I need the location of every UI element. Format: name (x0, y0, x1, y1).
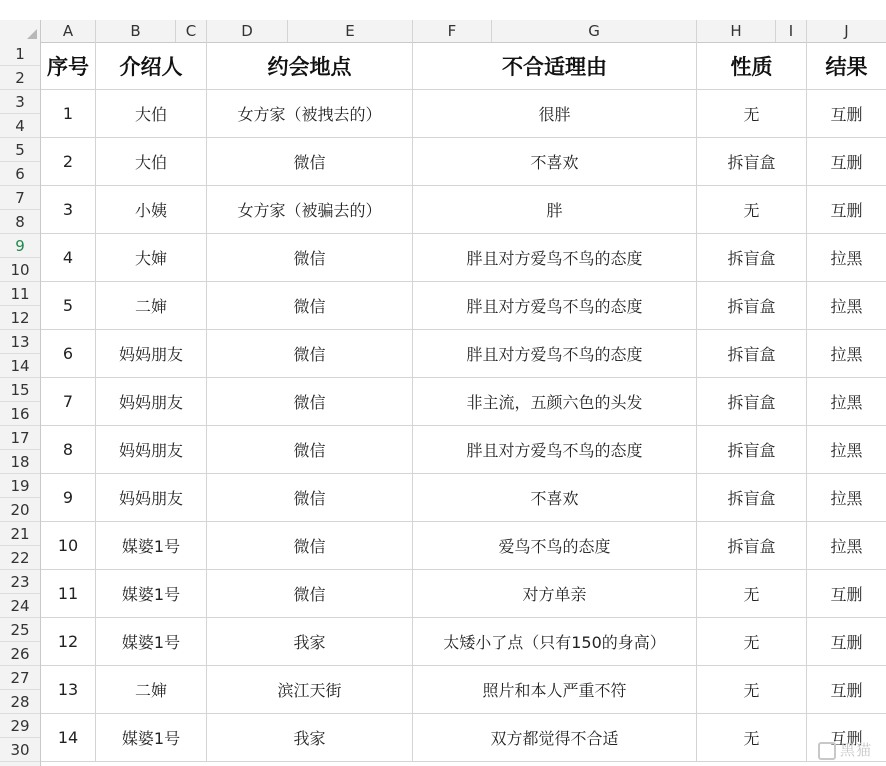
cell-introducer[interactable]: 媒婆1号 (96, 570, 207, 618)
watermark-logo-icon (818, 742, 836, 760)
cell-result[interactable]: 拉黑 (807, 234, 886, 282)
cell-seq[interactable]: 7 (41, 378, 96, 426)
row-header-24[interactable]: 24 (0, 594, 40, 618)
cell-date-location[interactable]: 微信 (207, 522, 413, 570)
column-header-b[interactable]: B (96, 20, 176, 42)
cell-result[interactable]: 互删 (807, 570, 886, 618)
row-header-27[interactable]: 27 (0, 666, 40, 690)
row-header-1[interactable]: 1 (0, 42, 40, 66)
cell-date-location[interactable]: 微信 (207, 330, 413, 378)
cell-seq[interactable]: 4 (41, 234, 96, 282)
cell-reason[interactable]: 爱鸟不鸟的态度 (413, 522, 697, 570)
cell-date-location[interactable]: 我家 (207, 714, 413, 762)
cell-seq[interactable]: 3 (41, 186, 96, 234)
cell-reason[interactable]: 胖 (413, 186, 697, 234)
data-table (41, 42, 886, 766)
cell-result[interactable]: 拉黑 (807, 282, 886, 330)
cell-reason[interactable]: 不喜欢 (413, 474, 697, 522)
row-header-6[interactable]: 6 (0, 162, 40, 186)
cell-reason[interactable]: 很胖 (413, 90, 697, 138)
cell-seq[interactable]: 13 (41, 666, 96, 714)
cell-introducer[interactable]: 妈妈朋友 (96, 474, 207, 522)
row-header-16[interactable]: 16 (0, 402, 40, 426)
cell-date-location[interactable]: 微信 (207, 138, 413, 186)
row-header-8[interactable]: 8 (0, 210, 40, 234)
header-cell-nature[interactable]: 性质 (697, 42, 807, 90)
cell-seq[interactable]: 6 (41, 330, 96, 378)
cell-introducer[interactable]: 二婶 (96, 282, 207, 330)
cell-seq[interactable]: 14 (41, 714, 96, 762)
cell-reason[interactable]: 双方都觉得不合适 (413, 714, 697, 762)
cell-nature[interactable]: 拆盲盒 (697, 426, 807, 474)
cell-date-location[interactable]: 微信 (207, 282, 413, 330)
cell-seq[interactable]: 12 (41, 618, 96, 666)
cell-introducer[interactable]: 小姨 (96, 186, 207, 234)
row-header-15[interactable]: 15 (0, 378, 40, 402)
cell-result[interactable]: 拉黑 (807, 522, 886, 570)
cell-nature[interactable]: 拆盲盒 (697, 138, 807, 186)
row-header-14[interactable]: 14 (0, 354, 40, 378)
cell-date-location[interactable]: 女方家（被骗去的） (207, 186, 413, 234)
cell-nature[interactable]: 无 (697, 666, 807, 714)
cell-nature[interactable]: 拆盲盒 (697, 378, 807, 426)
column-header-c[interactable]: C (176, 20, 207, 42)
cell-nature[interactable]: 无 (697, 570, 807, 618)
row-header-4[interactable]: 4 (0, 114, 40, 138)
cell-introducer[interactable]: 二婶 (96, 666, 207, 714)
header-cell-reason[interactable]: 不合适理由 (413, 42, 697, 90)
cell-reason[interactable]: 胖且对方爱鸟不鸟的态度 (413, 234, 697, 282)
cell-nature[interactable]: 拆盲盒 (697, 330, 807, 378)
column-header-g[interactable]: G (492, 20, 697, 42)
row-header-13[interactable]: 13 (0, 330, 40, 354)
cell-introducer[interactable]: 妈妈朋友 (96, 426, 207, 474)
cell-seq[interactable]: 9 (41, 474, 96, 522)
row-header-23[interactable]: 23 (0, 570, 40, 594)
header-cell-date-location[interactable]: 约会地点 (207, 42, 413, 90)
cell-reason[interactable]: 非主流，五颜六色的头发 (413, 378, 697, 426)
cell-nature[interactable]: 拆盲盒 (697, 522, 807, 570)
header-cell-seq[interactable]: 序号 (41, 42, 96, 90)
cell-nature[interactable]: 拆盲盒 (697, 282, 807, 330)
row-header-28[interactable]: 28 (0, 690, 40, 714)
cell-nature[interactable]: 无 (697, 90, 807, 138)
row-header-2[interactable]: 2 (0, 66, 40, 90)
row-header-25[interactable]: 25 (0, 618, 40, 642)
cell-date-location[interactable]: 微信 (207, 570, 413, 618)
row-header-3[interactable]: 3 (0, 90, 40, 114)
column-header-f[interactable]: F (413, 20, 492, 42)
cell-reason[interactable]: 胖且对方爱鸟不鸟的态度 (413, 282, 697, 330)
cell-seq[interactable]: 2 (41, 138, 96, 186)
cell-result[interactable]: 拉黑 (807, 330, 886, 378)
cell-seq[interactable]: 8 (41, 426, 96, 474)
column-header-bar (0, 20, 886, 43)
row-header-30[interactable]: 30 (0, 738, 40, 762)
cell-introducer[interactable]: 妈妈朋友 (96, 378, 207, 426)
watermark (818, 739, 872, 760)
cell-result[interactable]: 互删 (807, 186, 886, 234)
cell-reason[interactable]: 照片和本人严重不符 (413, 666, 697, 714)
cell-introducer[interactable]: 妈妈朋友 (96, 330, 207, 378)
cell-date-location[interactable]: 微信 (207, 234, 413, 282)
cell-introducer[interactable]: 大伯 (96, 138, 207, 186)
cell-date-location[interactable]: 滨江天街 (207, 666, 413, 714)
cell-seq[interactable]: 10 (41, 522, 96, 570)
cell-reason[interactable]: 对方单亲 (413, 570, 697, 618)
column-header-a[interactable]: A (41, 20, 96, 42)
row-header-21[interactable]: 21 (0, 522, 40, 546)
cell-date-location[interactable]: 微信 (207, 474, 413, 522)
cell-result[interactable]: 拉黑 (807, 426, 886, 474)
row-header-10[interactable]: 10 (0, 258, 40, 282)
cell-nature[interactable]: 拆盲盒 (697, 234, 807, 282)
row-header-20[interactable]: 20 (0, 498, 40, 522)
row-header-22[interactable]: 22 (0, 546, 40, 570)
cell-introducer[interactable]: 媒婆1号 (96, 618, 207, 666)
cell-reason[interactable]: 太矮小了点（只有150的身高） (413, 618, 697, 666)
cell-result[interactable]: 互删 (807, 90, 886, 138)
column-header-d[interactable]: D (207, 20, 288, 42)
column-header-j[interactable]: J (844, 22, 849, 40)
cell-date-location[interactable]: 我家 (207, 618, 413, 666)
cell-result[interactable]: 互删 (807, 714, 886, 762)
cell-seq[interactable]: 11 (41, 570, 96, 618)
row-header-29[interactable]: 29 (0, 714, 40, 738)
select-all-triangle-icon (27, 29, 37, 39)
cell-reason[interactable]: 不喜欢 (413, 138, 697, 186)
cell-result[interactable]: 互删 (807, 138, 886, 186)
header-cell-result[interactable]: 结果 (807, 42, 886, 90)
cell-nature[interactable]: 无 (697, 186, 807, 234)
column-header-h[interactable]: H (697, 20, 776, 42)
cell-nature[interactable]: 无 (697, 618, 807, 666)
cell-nature[interactable]: 拆盲盒 (697, 474, 807, 522)
cell-nature[interactable]: 无 (697, 714, 807, 762)
cell-date-location[interactable]: 微信 (207, 426, 413, 474)
column-header-i[interactable]: I (776, 20, 807, 42)
select-all-corner[interactable] (0, 20, 41, 42)
header-cell-introducer[interactable]: 介绍人 (96, 42, 207, 90)
cell-reason[interactable]: 胖且对方爱鸟不鸟的态度 (413, 426, 697, 474)
row-header-19[interactable]: 19 (0, 474, 40, 498)
cell-date-location[interactable]: 微信 (207, 378, 413, 426)
cell-reason[interactable]: 胖且对方爱鸟不鸟的态度 (413, 330, 697, 378)
watermark-text: 黑猫 (839, 741, 872, 759)
cell-introducer[interactable]: 大婶 (96, 234, 207, 282)
cell-result[interactable]: 拉黑 (807, 474, 886, 522)
cell-date-location[interactable]: 女方家（被拽去的） (207, 90, 413, 138)
cell-seq[interactable]: 5 (41, 282, 96, 330)
cell-introducer[interactable]: 媒婆1号 (96, 714, 207, 762)
cell-introducer[interactable]: 媒婆1号 (96, 522, 207, 570)
row-header-7[interactable]: 7 (0, 186, 40, 210)
cell-result[interactable]: 互删 (807, 666, 886, 714)
row-header-9[interactable]: 9 (0, 234, 40, 258)
row-header-5[interactable]: 5 (0, 138, 40, 162)
cell-seq[interactable]: 1 (41, 90, 96, 138)
row-header-18[interactable]: 18 (0, 450, 40, 474)
row-header-11[interactable]: 11 (0, 282, 40, 306)
column-header-e[interactable]: E (288, 20, 413, 42)
row-header-26[interactable]: 26 (0, 642, 40, 666)
row-header-bar (0, 42, 41, 766)
row-header-17[interactable]: 17 (0, 426, 40, 450)
cell-introducer[interactable]: 大伯 (96, 90, 207, 138)
cell-result[interactable]: 拉黑 (807, 378, 886, 426)
cell-result[interactable]: 互删 (807, 618, 886, 666)
row-header-12[interactable]: 12 (0, 306, 40, 330)
